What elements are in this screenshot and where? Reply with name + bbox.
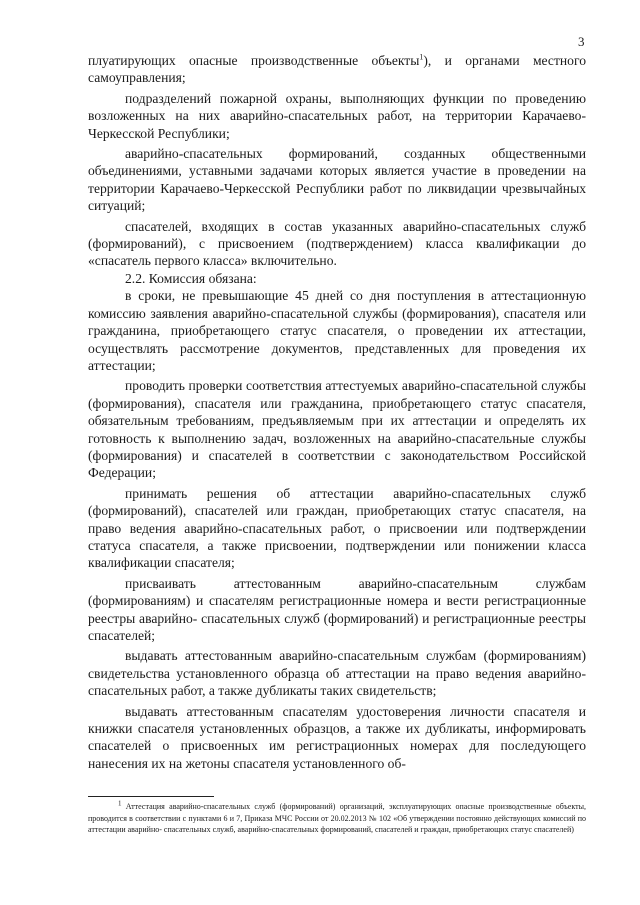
paragraph-deadlines: в сроки, не превышающие 45 дней со дня поступления в аттестационную комиссию заявления аварийно-спасательной службы (формирования), спасателя или гражданина, приобретающего статус спасателя, о проведении их аттестации, осуществлять рассмотрение документов, представленных для проведения их аттестации;: [88, 288, 586, 373]
footnote-paragraph: [88, 801, 586, 836]
paragraph-ids: выдавать аттестованным спасателям удостоверения личности спасателя и книжки спасателя установленных образцов, а также их дубликаты, информировать спасателей о присвоенных им регистрационных номерах для последующего нанесения их на жетоны спасателя установленного об-: [88, 703, 586, 771]
footnote-divider: [88, 796, 214, 797]
paragraph-1: [88, 52, 586, 87]
paragraph-public-formations: аварийно-спасательных формирований, созданных общественными объединениями, уставными задачами которых является участие в проведении на территории Карачаево-Черкесской Республики работ по ликвидации чрезвычайных ситуаций;: [88, 146, 586, 214]
paragraph-1-end: ), и органами местного самоуправления;: [88, 53, 586, 86]
paragraph-decisions: принимать решения об аттестации аварийно-спасательных служб (формирований), спасателей или граждан, приобретающих статус спасателя, на право ведения аварийно-спасательных работ, о присвоении или подтверждении статуса спасателя, а также присвоении, подтверждении или понижении класса квалификации спасателя;: [88, 485, 586, 571]
paragraph-1-text: плуатирующих опасные производственные объекты: [88, 53, 420, 68]
paragraph-registration: присваивать аттестованным аварийно-спасательным службам (формированиям) и спасателям регистрационные номера и вести регистрационные реестры аварийно- спасательных служб (формирований) и регистрационные реестры спасателей;: [88, 575, 586, 643]
body-text: [88, 52, 586, 772]
footnote-mark: 1: [118, 799, 122, 808]
section-heading: 2.2. Комиссия обязана:: [125, 270, 257, 286]
footnote-reference: 1: [419, 52, 424, 62]
paragraph-inspections: проводить проверки соответствия аттестуемых аварийно-спасательной службы (формирования), спасателя или гражданина, приобретающего статус спасателя, обязательным требованиям, предъявляемым при их аттестации и определять их готовность к выполнению задач, возложенных на аварийно-спасательные службы (формирования) и спасателей в соответствии с законодательством Российской Федерации;: [88, 378, 586, 481]
footnote: [88, 801, 586, 836]
paragraph-fire-units: подразделений пожарной охраны, выполняющих функции по проведению возложенных на них аварийно-спасательных работ, на территории Карачаево-Черкесской Республики;: [88, 90, 586, 141]
footnote-text: Аттестация аварийно-спасательных служб (формирований) организаций, эксплуатирующих опасные производственные объекты, проводится в соответствии с пунктами 6 и 7, Приказа МЧС России от 20.02.2013 № 102 «Об утверждении постоянно действующих комиссий по аттестации аварийно- спасательных служб, аварийно-спасательных формирований, спасателей и граждан, приобретающих статус спасателей): [88, 802, 587, 834]
paragraph-rescuers: спасателей, входящих в состав указанных аварийно-спасательных служб (формирований), с присвоением (подтверждением) класса квалификации до «спасатель первого класса» включительно.: [88, 218, 586, 269]
paragraph-certificates: выдавать аттестованным аварийно-спасательным службам (формированиям) свидетельства установленного образца об аттестации на право ведения аварийно- спасательных работ, а также дубликаты таких свидетельств;: [88, 648, 586, 699]
page-number: 3: [578, 34, 585, 49]
